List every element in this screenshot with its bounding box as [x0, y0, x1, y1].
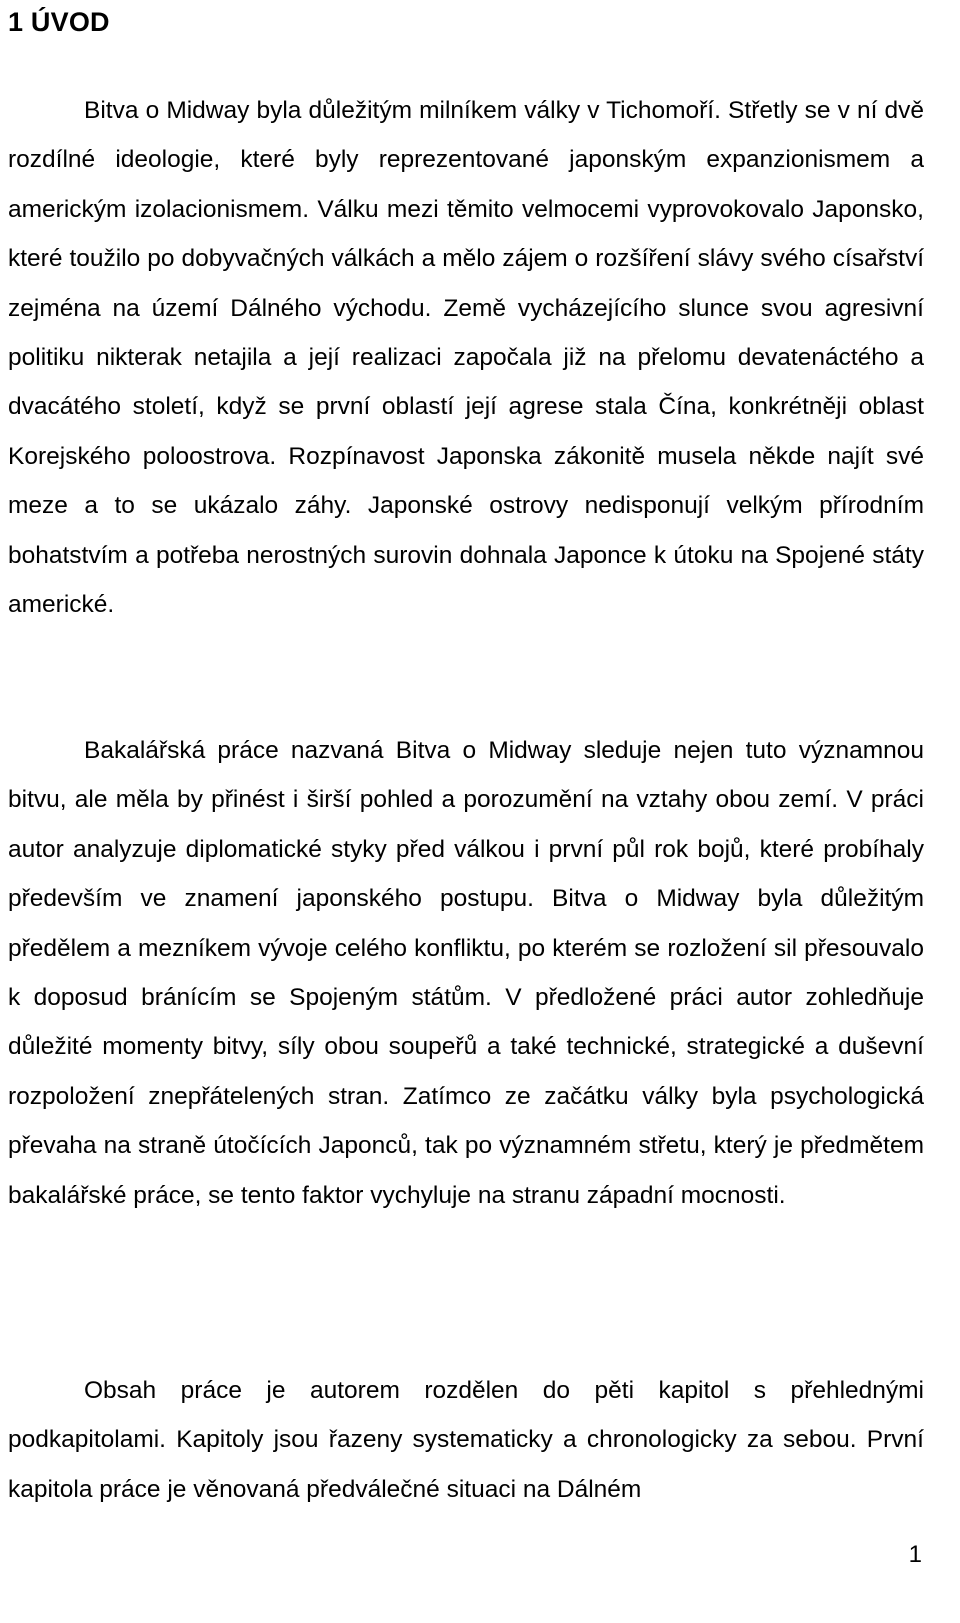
paragraph-intro: Bitva o Midway byla důležitým milníkem války v Tichomoří. Střetly se v ní dvě rozdílné ideologie, které byly reprezentované japonským expanzionismem a americkým izolacionismem. Válku mezi těmito velmocemi vyprovokovalo Japonsko, které toužilo po dobyvačných válkách a mělo zájem o rozšíření slávy svého císařství zejména na území Dálného východu. Země vycházejícího slunce svou agresivní politiku nikterak netajila a její realizaci započala již na přelomu devatenáctého a dvacátého století, když se první oblastí její agrese stala Čína, konkrétněji oblast Korejského poloostrova. Rozpínavost Japonska zákonitě musela někde najít své meze a to se ukázalo záhy. Japonské ostrovy nedisponují velkým přírodním bohatstvím a potřeba nerostných surovin dohnala Japonce k útoku na Spojené státy americké. [8, 97, 924, 619]
chapter-heading: 1 ÚVOD [8, 7, 110, 37]
paragraph-thesis-scope: Bakalářská práce nazvaná Bitva o Midway sleduje nejen tuto významnou bitvu, ale měla by přinést i širší pohled a porozumění na vztahy obou zemí. V práci autor analyzuje diplomatické styky před válkou i první půl rok bojů, které probíhaly především ve znamení japonského postupu. Bitva o Midway byla důležitým předělem a mezníkem vývoje celého konfliktu, po kterém se rozložení sil přesouvalo k doposud bránícím se Spojeným státům. V předložené práci autor zohledňuje důležité momenty bitvy, síly obou soupeřů a také technické, strategické a duševní rozpoložení znepřátelených stran. Zatímco ze začátku války byla psychologická převaha na straně útočících Japonců, tak po významném střetu, který je předmětem bakalářské práce, se tento faktor vychyluje na stranu západní mocnosti. [8, 737, 924, 1209]
paragraph-structure: Obsah práce je autorem rozdělen do pěti kapitol s přehlednými podkapitolami. Kapitoly jsou řazeny systematicky a chronologicky za sebou. První kapitola práce je věnovaná předválečné situaci na Dálném [8, 1377, 924, 1503]
page-number: 1 [908, 1541, 922, 1568]
